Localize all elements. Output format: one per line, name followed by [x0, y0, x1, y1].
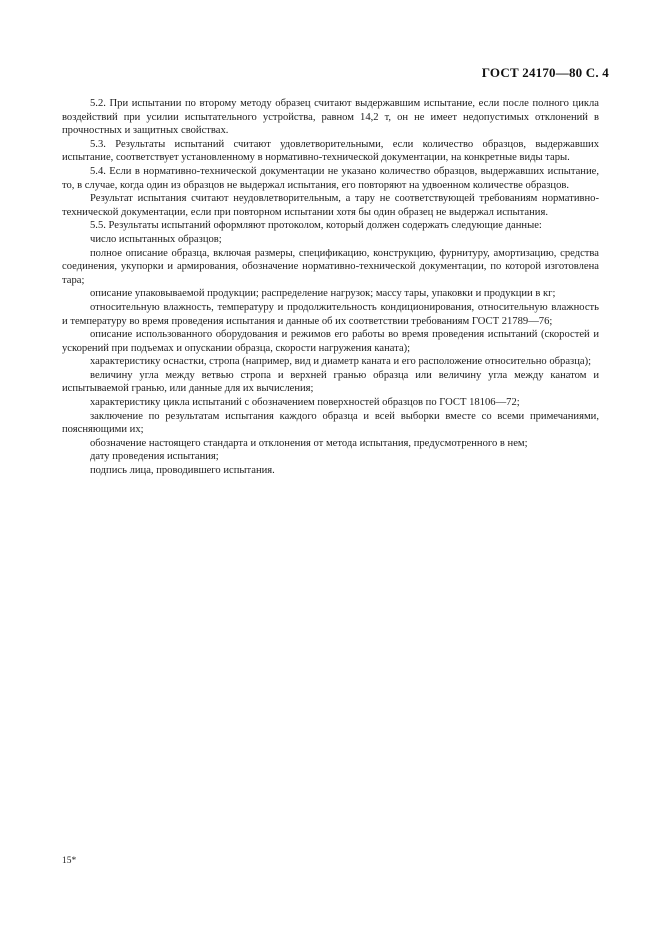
list-item: относительную влажность, температуру и продолжительность кондиционирования, относительную влажность и температуру во время проведения испытания и данные об их соответствии требованиям ГОСТ 21789—76; [62, 301, 599, 327]
paragraph-5-3: 5.3. Результаты испытаний считают удовлетворительными, если количество образцов, выдержавших испытание, соответствует установленному в нормативно-технической документации, на конкретные виды тары. [62, 138, 599, 164]
page-header: ГОСТ 24170—80 С. 4 [481, 65, 609, 80]
paragraph-5-4: 5.4. Если в нормативно-технической документации не указано количество образцов, выдержавших испытание, то, в случае, когда один из образцов не выдержал испытания, его повторяют на удвоенном количестве образцов. [62, 165, 599, 191]
list-item: дату проведения испытания; [90, 451, 219, 463]
page-footer-mark: 15* [62, 856, 77, 866]
list-item: описание использованного оборудования и режимов его работы во время проведения испытаний (скоростей и ускорений при подъемах и опускании образца, скорости нагружения каната); [62, 329, 599, 354]
list-item: число испытанных образцов; [90, 233, 222, 245]
paragraph-5-5: 5.5. Результаты испытаний оформляют протоколом, который должен содержать следующие данные: [90, 220, 542, 232]
list-item: заключение по результатам испытания каждого образца и всей выборки вместе со всеми примечаниями, поясняющими их; [62, 410, 599, 436]
list-item: характеристику цикла испытаний с обозначением поверхностей образцов по ГОСТ 18106—72; [90, 397, 520, 409]
paragraph-result: Результат испытания считают неудовлетворительным, а тару не соответствующей требованиям нормативно-технической документации, если при повторном испытании хотя бы один образец не выдержал испытания. [62, 193, 599, 218]
list-item: характеристику оснастки, стропа (например, вид и диаметр каната и его расположение относительно образца); [90, 356, 592, 368]
list-item: полное описание образца, включая размеры, спецификацию, конструкцию, фурнитуру, амортизацию, средства соединения, укупорки и армирования, обозначение нормативно-технической документации, по которой изготовлена тара; [62, 247, 599, 286]
list-item: описание упаковываемой продукции; распределение нагрузок; массу тары, упаковки и продукции в кг; [90, 288, 556, 300]
list-item: подпись лица, проводившего испытания. [90, 465, 275, 477]
paragraph-5-2: 5.2. При испытании по второму методу образец считают выдержавшим испытание, если после полного цикла воздействий при усилии испытательного устройства, равном 14,2 т, он не имеет недопустимых отклонений в прочностных и защитных свойствах. [62, 98, 599, 137]
list-item: обозначение настоящего стандарта и отклонения от метода испытания, предусмотренного в нем; [90, 437, 528, 449]
list-item: величину угла между ветвью стропа и верхней гранью образца или величину угла между канатом и испытываемой гранью, или данные для их вычисления; [62, 369, 599, 395]
document-body [62, 97, 599, 478]
